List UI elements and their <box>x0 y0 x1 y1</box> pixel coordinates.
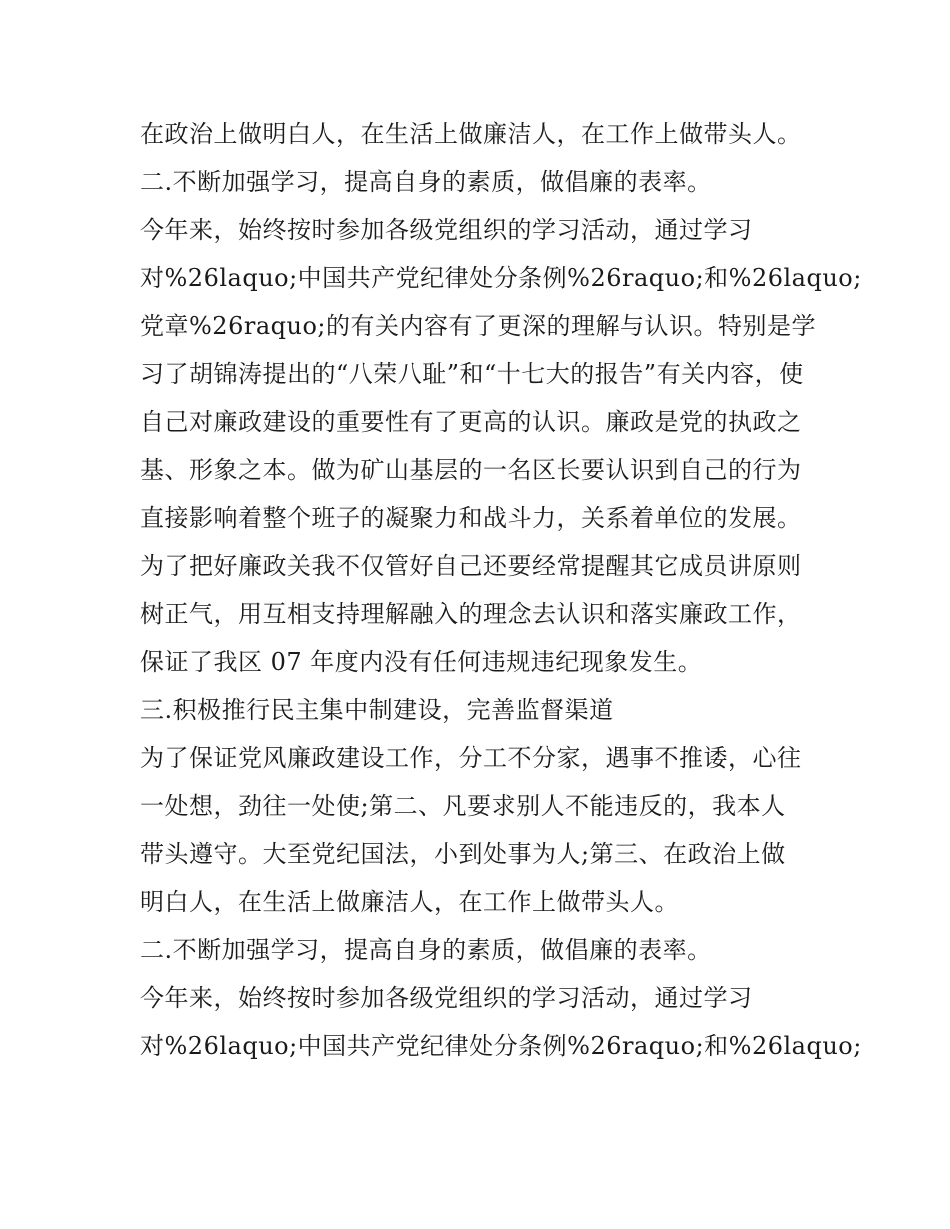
text-line: 习了胡锦涛提出的“八荣八耻”和“十七大的报告”有关内容，使 <box>140 360 804 388</box>
text-line: 对%26laquo;中国共产党纪律处分条例%26raquo;和%26laquo; <box>140 1032 862 1060</box>
text-line: 树正气，用互相支持理解融入的理念去认识和落实廉政工作， <box>140 600 802 628</box>
section-heading: 三.积极推行民主集中制建设，完善监督渠道 <box>140 696 614 724</box>
text-line: 今年来，始终按时参加各级党组织的学习活动，通过学习 <box>140 984 753 1012</box>
text-line: 自己对廉政建设的重要性有了更高的认识。廉政是党的执政之 <box>140 408 802 436</box>
section-heading: 二.不断加强学习，提高自身的素质，做倡廉的表率。 <box>140 168 712 196</box>
text-line: 一处想，劲往一处使;第二、凡要求别人不能违反的，我本人 <box>140 792 786 820</box>
text-line: 对%26laquo;中国共产党纪律处分条例%26raquo;和%26laquo; <box>140 264 862 292</box>
text-line: 在政治上做明白人，在生活上做廉洁人，在工作上做带头人。 <box>140 120 802 148</box>
text-line: 带头遵守。大至党纪国法，小到处事为人;第三、在政治上做 <box>140 840 786 868</box>
text-line: 为了保证党风廉政建设工作，分工不分家，遇事不推诿，心往 <box>140 744 802 772</box>
text-line: 保证了我区 07 年度内没有任何违规违纪现象发生。 <box>140 648 703 676</box>
text-line: 明白人，在生活上做廉洁人，在工作上做带头人。 <box>140 888 679 916</box>
text-line: 基、形象之本。做为矿山基层的一名区长要认识到自己的行为 <box>140 456 802 484</box>
section-heading: 二.不断加强学习，提高自身的素质，做倡廉的表率。 <box>140 936 712 964</box>
document-body <box>140 110 862 1070</box>
text-line: 直接影响着整个班子的凝聚力和战斗力，关系着单位的发展。 <box>140 504 802 532</box>
text-line: 党章%26raquo;的有关内容有了更深的理解与认识。特别是学 <box>140 312 816 340</box>
text-line: 为了把好廉政关我不仅管好自己还要经常提醒其它成员讲原则 <box>140 552 802 580</box>
text-line: 今年来，始终按时参加各级党组织的学习活动，通过学习 <box>140 216 753 244</box>
